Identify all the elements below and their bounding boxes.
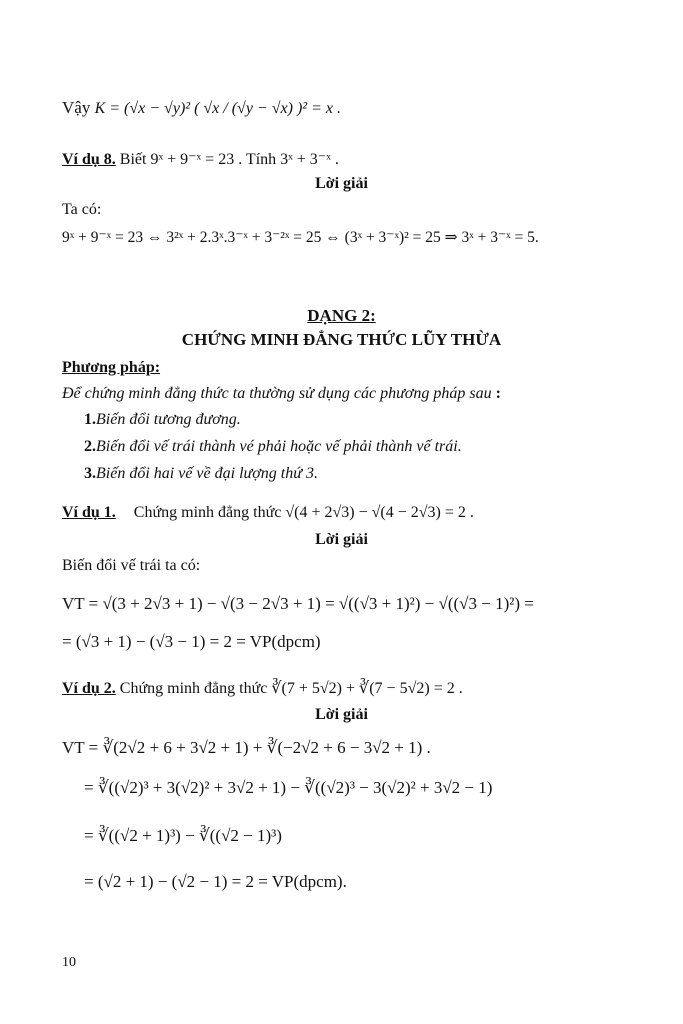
section-title: DẠNG 2:	[307, 306, 376, 325]
transform-intro: Biến đổi vế trái ta có:	[62, 557, 201, 574]
solution-heading-2: Lời giải	[315, 531, 368, 548]
method-item-3-text: Biến đổi hai vế về đại lượng thứ 3.	[96, 465, 318, 482]
example-8-label: Ví dụ 8.	[62, 151, 116, 168]
example-1-label: Ví dụ 1.	[62, 504, 116, 521]
solution-heading-3: Lời giải	[315, 706, 368, 723]
conclusion-formula: K = (√x − √y)² ( √x / (√y − √x) )² = x .	[94, 100, 341, 117]
example-2-statement: Chứng minh đẳng thức ∛(7 + 5√2) + ∛(7 − 5√2) = 2 .	[119, 680, 463, 697]
method-item-2-text: Biến đổi vế trái thành vé phải hoặc vế phải thành vế trái.	[96, 438, 462, 455]
example-2-solution-line-1: VT = ∛(2√2 + 6 + 3√2 + 1) + ∛(−2√2 + 6 − 3√2 + 1) .	[62, 738, 431, 757]
method-item-1-text: Biến đổi tương đương.	[96, 411, 241, 428]
example-2-solution-line-4: = (√2 + 1) − (√2 − 1) = 2 = VP(dpcm).	[84, 872, 347, 891]
example-2-solution-line-3: = ∛((√2 + 1)³) − ∛((√2 − 1)³)	[84, 826, 282, 845]
method-item-3-number: 3.	[84, 465, 96, 482]
method-item-1-number: 1.	[84, 411, 96, 428]
conclusion-label: Vậy	[62, 98, 91, 117]
method-intro-text: Để chứng minh đẳng thức ta thường sử dụng các phương pháp sau	[62, 385, 492, 402]
method-label: Phương pháp:	[62, 359, 161, 376]
conclusion-line	[62, 98, 341, 119]
example-2-label: Ví dụ 2.	[62, 680, 116, 697]
example-8-line	[62, 150, 339, 170]
example-1-solution-line-1: VT = √(3 + 2√3 + 1) − √(3 − 2√3 + 1) = √((√3 + 1)²) − √((√3 − 1)²) =	[62, 594, 534, 613]
example-8-statement: Biết 9ˣ + 9⁻ˣ = 23 . Tính 3ˣ + 3⁻ˣ .	[119, 151, 339, 168]
example-1-line	[62, 503, 474, 523]
example-2-solution-line-2: = ∛((√2)³ + 3(√2)² + 3√2 + 1) − ∛((√2)³ − 3(√2)² + 3√2 − 1)	[84, 778, 493, 797]
method-item-1	[84, 410, 241, 430]
example-1-statement: Chứng minh đẳng thức √(4 + 2√3) − √(4 − 2√3) = 2 .	[133, 504, 474, 521]
method-item-2	[84, 437, 462, 457]
page-number: 10	[62, 955, 76, 970]
method-item-2-number: 2.	[84, 438, 96, 455]
ta-co-text: Ta có:	[62, 201, 102, 218]
example-8-solution: 9ˣ + 9⁻ˣ = 23 ⇔ 3²ˣ + 2.3ˣ.3⁻ˣ + 3⁻²ˣ = 25 ⇔ (3ˣ + 3⁻ˣ)² = 25 ⇒ 3ˣ + 3⁻ˣ = 5.	[62, 229, 539, 246]
method-intro-colon: :	[491, 385, 501, 402]
method-intro	[62, 384, 501, 404]
solution-heading-1: Lời giải	[315, 175, 368, 192]
example-1-solution-line-2: = (√3 + 1) − (√3 − 1) = 2 = VP(dpcm)	[62, 632, 321, 651]
example-2-line	[62, 679, 463, 699]
method-item-3	[84, 464, 318, 484]
section-subtitle: CHỨNG MINH ĐẲNG THỨC LŨY THỪA	[181, 330, 502, 349]
